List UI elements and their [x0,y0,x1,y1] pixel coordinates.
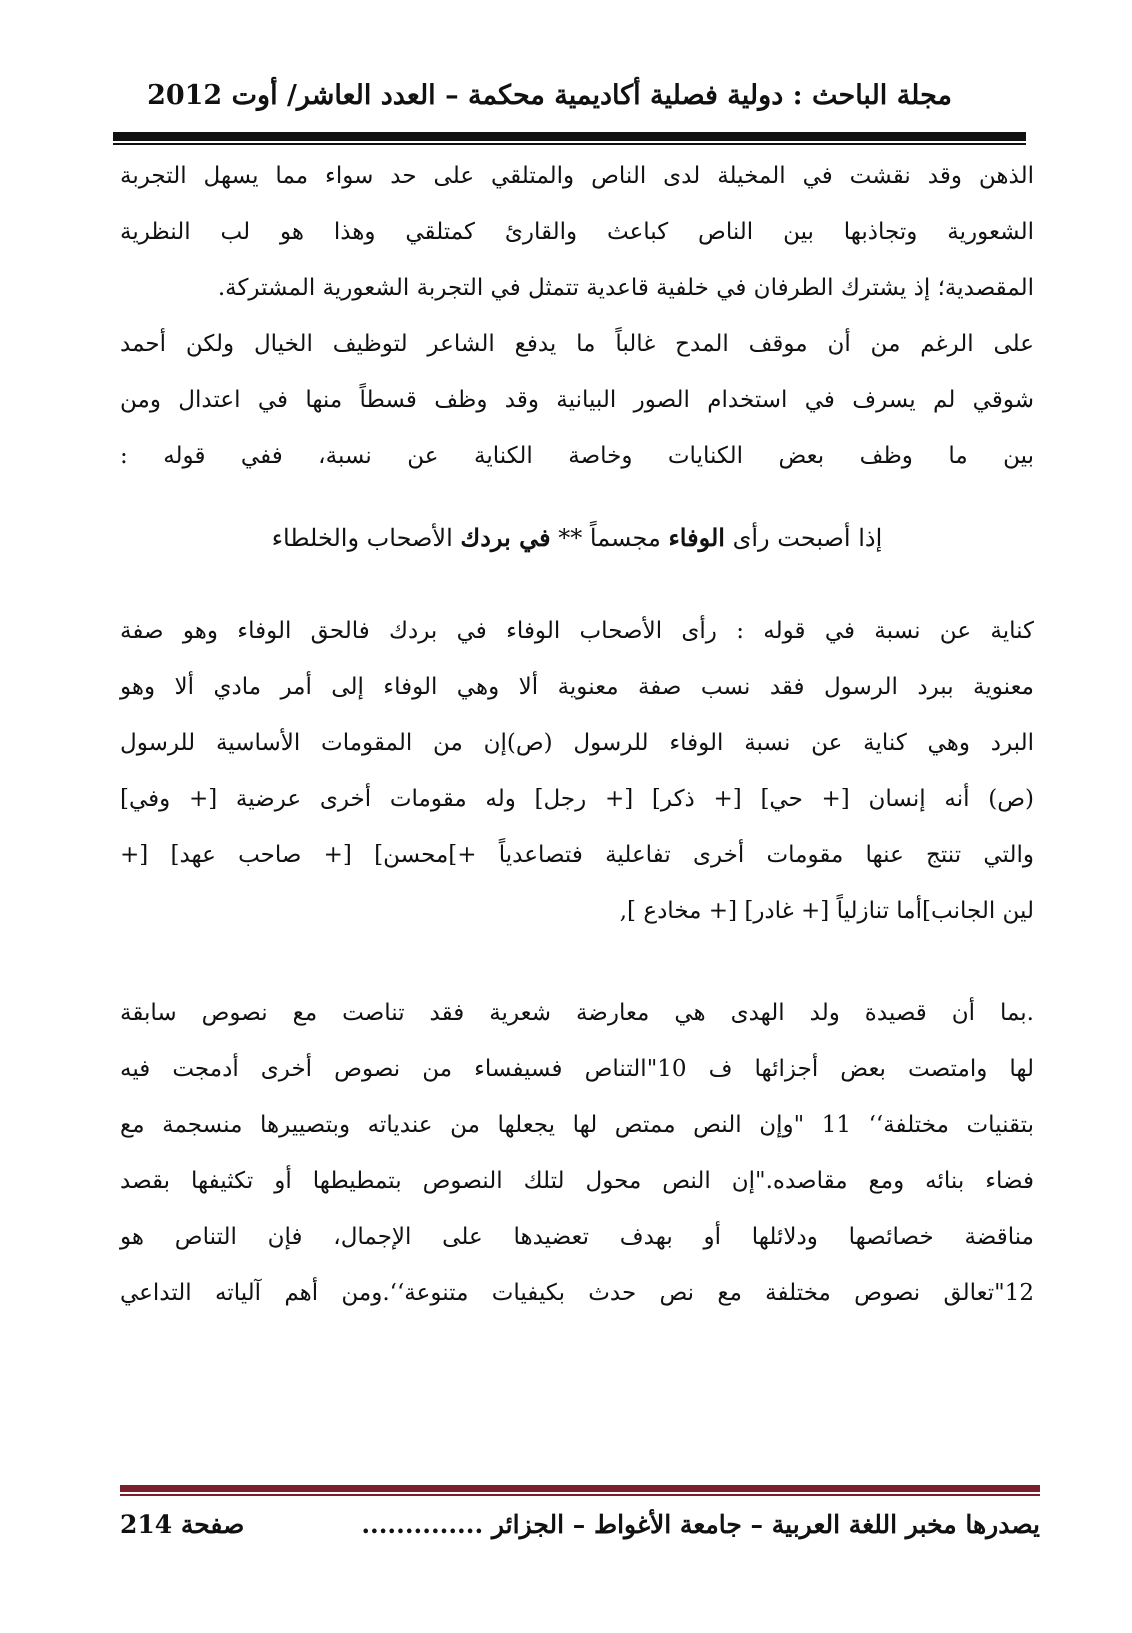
header-rule-thin [113,143,1026,145]
text-line: فضاء بنائه ومع مقاصده."إن النص محول لتلك النصوص بتمطيطها أو تكثيفها بقصد [120,1168,1034,1194]
text-line: على الرغم من أن موقف المدح غالباً ما يدفع الشاعر لتوظيف الخيال ولكن أحمد [120,331,1034,357]
footer-publisher: يصدرها مخبر اللغة العربية – جامعة الأغواط – الجزائر .............. [361,1510,1040,1539]
text-line: المقصدية؛ إذ يشترك الطرفان في خلفية قاعدية تتمثل في التجربة الشعورية المشتركة. [217,275,1034,301]
text-line: الذهن وقد نقشت في المخيلة لدى الناص والمتلقي على حد سواء مما يسهل التجربة [120,163,1034,189]
footer-rule-thin [120,1494,1040,1496]
page-number: صفحة 214 [120,1510,245,1539]
text-line: .بما أن قصيدة ولد الهدى هي معارضة شعرية فقد تناصت مع نصوص سابقة [120,1000,1034,1026]
poem-verse [120,518,1034,558]
verse-text: مجسماً ** [550,524,669,552]
text-line: البرد وهي كناية عن نسبة الوفاء للرسول (ص)إن من المقومات الأساسية للرسول [120,730,1034,756]
header-rule [113,132,1026,141]
verse-text: إذا أصبحت رأى [724,524,883,552]
text-line: والتي تنتج عنها مقومات أخرى تفاعلية فتصاعدياً +]محسن] [+ صاحب عهد] [+ [120,842,1034,868]
verse-bold-phrase: في بردك [460,523,551,552]
text-line: كناية عن نسبة في قوله : رأى الأصحاب الوفاء في بردك فالحق الوفاء وهو صفة [120,618,1034,644]
text-line: معنوية ببرد الرسول فقد نسب صفة معنوية ألا وهي الوفاء إلى أمر مادي ألا وهو [120,674,1034,700]
text-line: 12"تعالق نصوص مختلفة مع نص حدث بكيفيات متنوعة‘‘.ومن أهم آلياته التداعي [120,1280,1034,1306]
text-line: شوقي لم يسرف في استخدام الصور البيانية وقد وظف قسطاً منها في اعتدال ومن [120,387,1034,413]
text-line: (ص) أنه إنسان [+ حي] [+ ذكر] [+ رجل] وله مقومات أخرى عرضية [+ وفي] [120,786,1034,812]
text-line: لين الجانب]أما تنازلياً [+ غادر] [+ مخادع ], [619,898,1034,924]
verse-bold-word: الوفاء [668,523,725,552]
paragraph-block-2 [120,603,1034,939]
paragraph-block-1 [120,148,1034,484]
footer-rule [120,1485,1040,1492]
text-line: بين ما وظف بعض الكنايات وخاصة الكناية عن نسبة، ففي قوله : [120,443,1034,469]
journal-header-title: مجلة الباحث : دولية فصلية أكاديمية محكمة – العدد العاشر/ أوت 2012 [147,80,952,111]
verse-text: الأصحاب والخلطاء [271,524,461,552]
text-line: الشعورية وتجاذبها بين الناص كباعث والقارئ كمتلقي وهذا هو لب النظرية [120,219,1034,245]
text-line: مناقضة خصائصها ودلائلها أو بهدف تعضيدها على الإجمال، فإن التناص هو [120,1224,1034,1250]
page-footer [120,1510,1040,1550]
paragraph-block-3 [120,985,1034,1321]
text-line: لها وامتصت بعض أجزائها ف 10"التناص فسيفساء من نصوص أخرى أدمجت فيه [120,1056,1034,1082]
text-line: بتقنيات مختلفة‘‘ 11 "وإن النص ممتص لها يجعلها من عندياته وبتصييرها منسجمة مع [120,1112,1035,1138]
